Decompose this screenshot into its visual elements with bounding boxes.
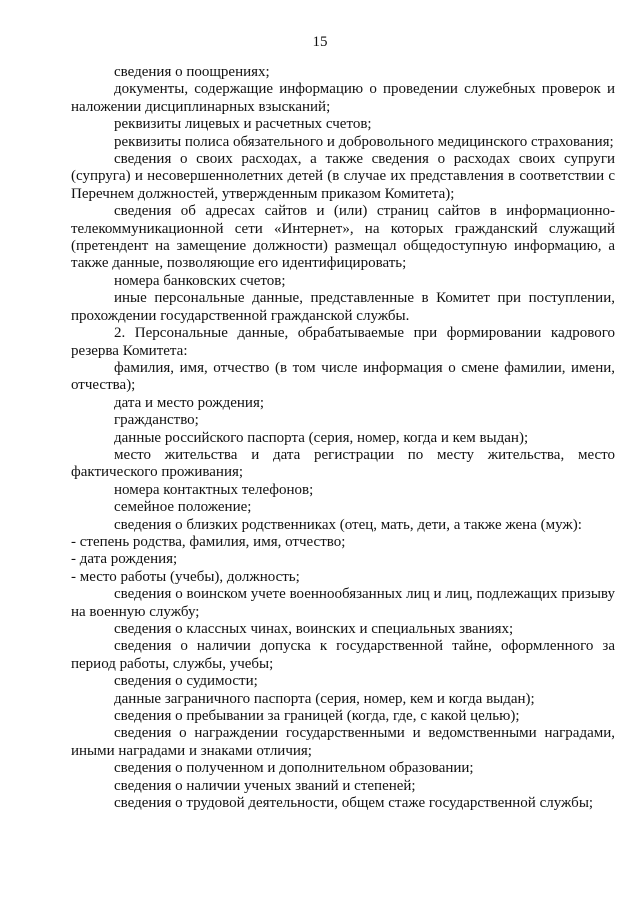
paragraph: сведения о классных чинах, воинских и специальных званиях; [114, 621, 514, 637]
paragraph: гражданство; [114, 412, 199, 429]
paragraph: данные российского паспорта (серия, номер, когда и кем выдан); [114, 429, 529, 446]
paragraph: иные персональные данные, представленные в Комитет при поступлении, прохождении государственной гражданской службы. [71, 290, 615, 324]
paragraph: сведения о трудовой деятельности, общем стаже государственной службы; [114, 795, 594, 812]
paragraph: 2. Персональные данные, обрабатываемые при формировании кадрового резерва Комитета: [71, 325, 615, 359]
paragraph: сведения о своих расходах, а также сведения о расходах своих супруги (супруга) и несовершеннолетних детей (в случае их представления в соответствии с Перечнем должностей, утвержденным приказом Комитета); [71, 151, 615, 202]
paragraph: - дата рождения; [71, 551, 178, 568]
paragraph: место жительства и дата регистрации по месту жительства, место фактического проживания; [71, 446, 615, 481]
document-body [71, 64, 615, 812]
paragraph: сведения об адресах сайтов и (или) страниц сайтов в информационно-телекоммуникационной сети «Интернет», на которых гражданский служащий (претендент на замещение должности) размещал общедоступную информацию, а также данные, позволяющие его идентифицировать; [71, 203, 615, 272]
paragraph: сведения о поощрениях; [114, 64, 270, 80]
paragraph: номера контактных телефонов; [114, 481, 314, 498]
paragraph: сведения о наличии допуска к государственной тайне, оформленного за период работы, службы, учебы; [71, 638, 615, 672]
paragraph: семейное положение; [114, 499, 252, 516]
page-number: 15 [312, 34, 328, 50]
paragraph: данные заграничного паспорта (серия, номер, кем и когда выдан); [114, 690, 535, 707]
paragraph: сведения о пребывании за границей (когда, где, с какой целью); [114, 708, 520, 725]
paragraph: сведения о воинском учете военнообязанных лиц и лиц, подлежащих призыву на военную службу; [71, 586, 615, 620]
paragraph: сведения о близких родственниках (отец, мать, дети, а также жена (муж): [114, 516, 582, 533]
paragraph: номера банковских счетов; [114, 272, 286, 289]
paragraph: сведения о награждении государственными и ведомственными наградами, иными наградами и знаками отличия; [71, 725, 615, 759]
paragraph: дата и место рождения; [114, 394, 265, 411]
paragraph: сведения о судимости; [114, 673, 258, 690]
paragraph: сведения о наличии ученых званий и степеней; [114, 777, 416, 794]
paragraph: фамилия, имя, отчество (в том числе информация о смене фамилии, имени, отчества); [71, 359, 615, 394]
paragraph: сведения о полученном и дополнительном образовании; [114, 760, 474, 777]
paragraph: реквизиты лицевых и расчетных счетов; [114, 116, 372, 133]
paragraph: - место работы (учебы), должность; [71, 568, 300, 585]
paragraph: документы, содержащие информацию о проведении служебных проверок и наложении дисциплинарных взысканий; [71, 81, 615, 115]
paragraph: реквизиты полиса обязательного и добровольного медицинского страхования; [114, 133, 614, 150]
paragraph: - степень родства, фамилия, имя, отчество; [71, 533, 346, 550]
